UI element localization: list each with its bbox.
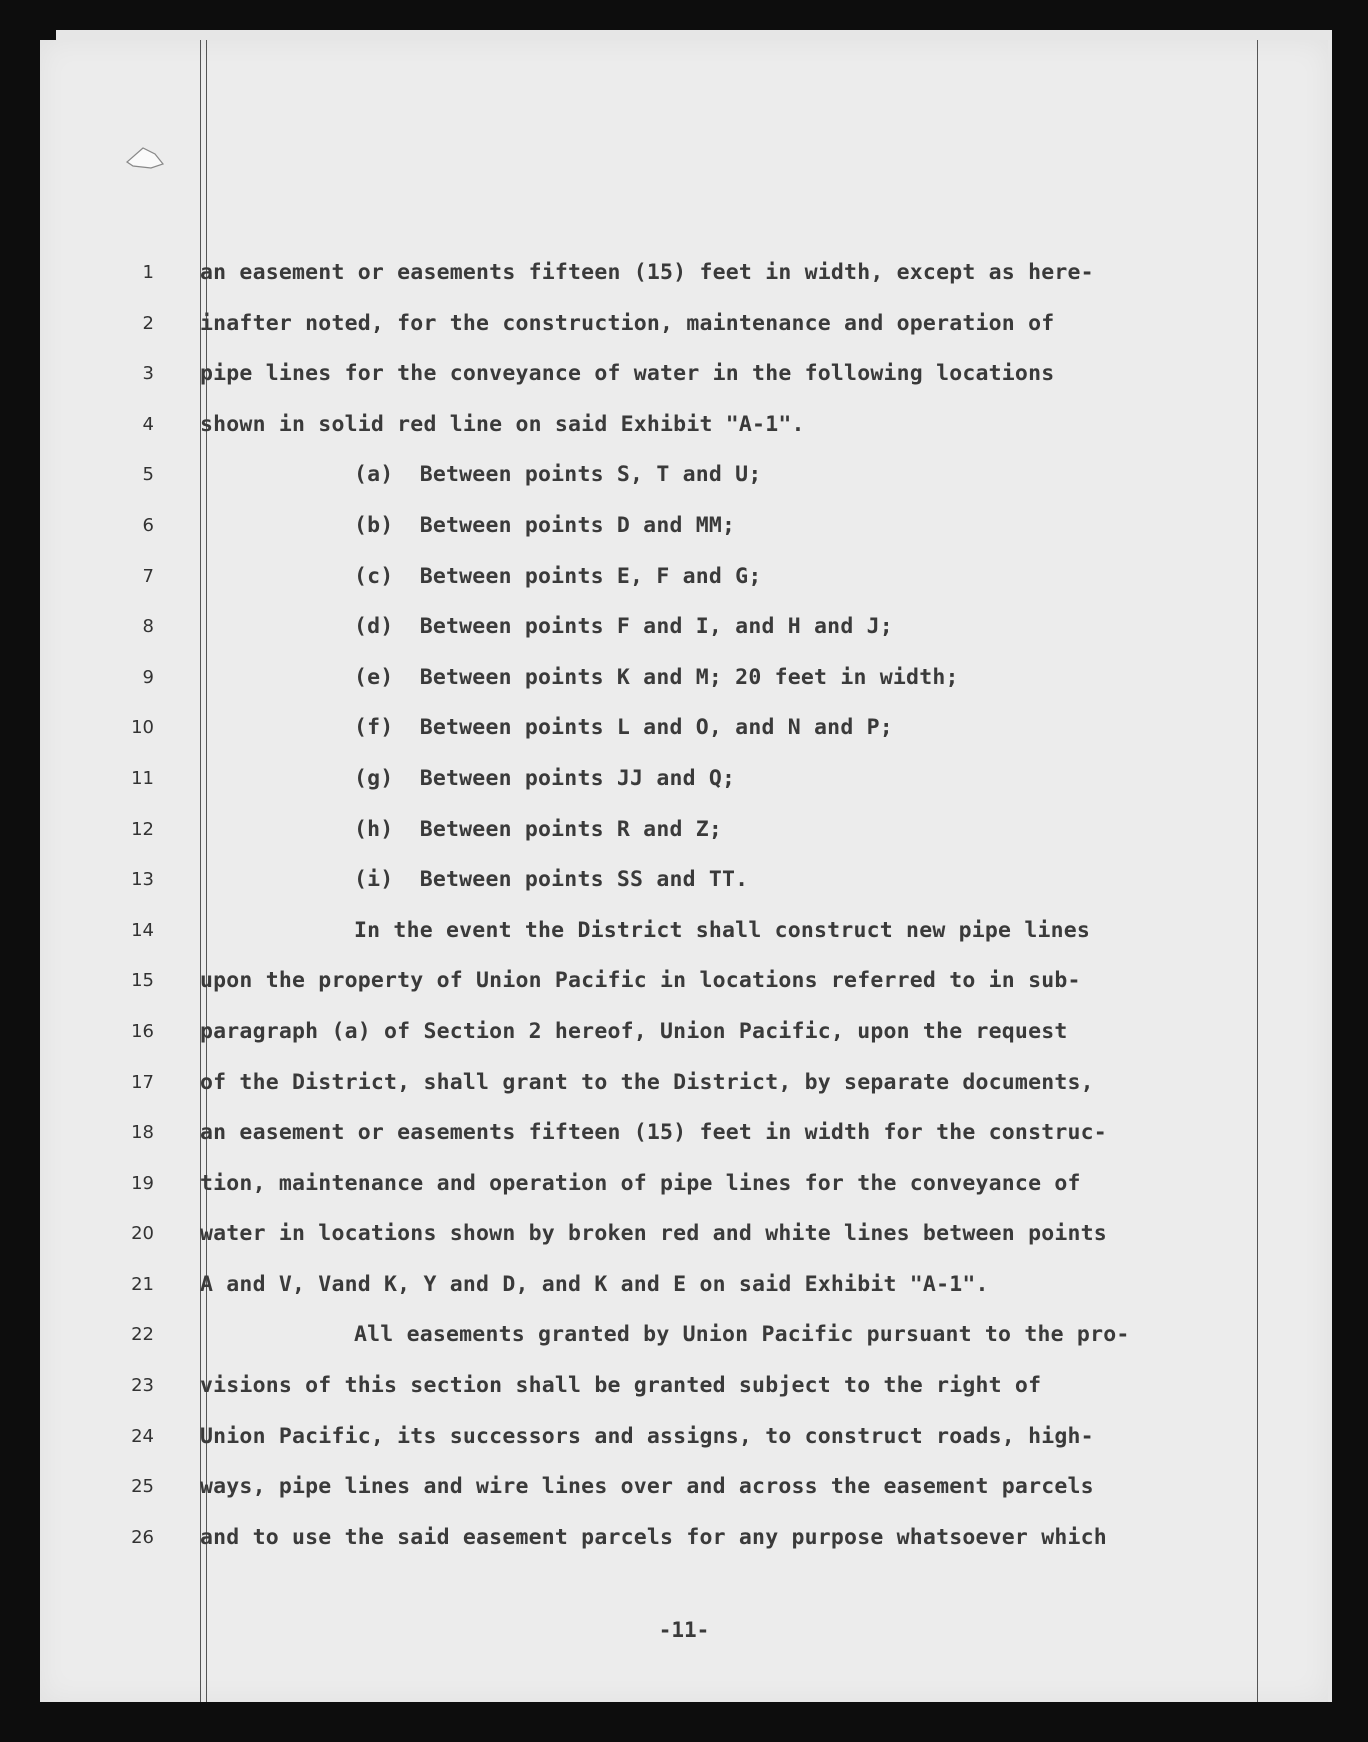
line-number: 4 xyxy=(142,413,154,435)
list-item-e: (e) Between points K and M; 20 feet in width; xyxy=(354,664,959,690)
line-number: 3 xyxy=(142,363,154,385)
text-line: inafter noted, for the construction, maintenance and operation of xyxy=(200,310,1055,336)
text-line: ways, pipe lines and wire lines over and across the easement parcels xyxy=(200,1474,1094,1500)
line-number: 19 xyxy=(131,1172,154,1194)
line-number: 26 xyxy=(131,1526,154,1548)
list-item-h: (h) Between points R and Z; xyxy=(354,816,723,842)
paper-tear-mark xyxy=(125,144,165,170)
line-number: 18 xyxy=(131,1122,154,1144)
line-number: 5 xyxy=(142,464,154,486)
line-number: 12 xyxy=(131,818,154,840)
line-number: 8 xyxy=(142,616,154,638)
line-number: 7 xyxy=(142,565,154,587)
text-line: visions of this section shall be granted subject to the right of xyxy=(200,1373,1042,1399)
text-line: and to use the said easement parcels for any purpose whatsoever which xyxy=(200,1524,1107,1550)
line-number: 10 xyxy=(131,717,154,739)
line-number: 22 xyxy=(131,1324,154,1346)
paragraph-start: All easements granted by Union Pacific pursuant to the pro- xyxy=(354,1322,1130,1348)
line-number: 6 xyxy=(142,514,154,536)
line-number: 17 xyxy=(131,1071,154,1093)
line-number: 21 xyxy=(131,1273,154,1295)
line-number: 9 xyxy=(142,666,154,688)
list-item-g: (g) Between points JJ and Q; xyxy=(354,765,736,791)
text-line: Union Pacific, its successors and assigns, to construct roads, high- xyxy=(200,1423,1094,1449)
line-number-column xyxy=(120,248,154,1563)
line-number: 20 xyxy=(131,1223,154,1245)
list-item-b: (b) Between points D and MM; xyxy=(354,512,736,538)
line-number: 16 xyxy=(131,1020,154,1042)
line-number: 2 xyxy=(142,312,154,334)
page-number: -11- xyxy=(658,1618,710,1642)
list-item-c: (c) Between points E, F and G; xyxy=(354,563,762,589)
paragraph-start: In the event the District shall construct new pipe lines xyxy=(354,917,1091,943)
line-number: 14 xyxy=(131,919,154,941)
list-item-f: (f) Between points L and O, and N and P; xyxy=(354,715,893,741)
line-number: 23 xyxy=(131,1375,154,1397)
text-line: upon the property of Union Pacific in locations referred to in sub- xyxy=(200,968,1081,994)
line-number: 25 xyxy=(131,1476,154,1498)
line-number: 13 xyxy=(131,869,154,891)
text-line: shown in solid red line on said Exhibit "A-1". xyxy=(200,411,805,437)
line-number: 24 xyxy=(131,1425,154,1447)
line-number: 11 xyxy=(131,767,154,789)
text-line: tion, maintenance and operation of pipe lines for the conveyance of xyxy=(200,1170,1081,1196)
text-line: paragraph (a) of Section 2 hereof, Union Pacific, upon the request xyxy=(200,1018,1068,1044)
typed-body-text xyxy=(200,248,1290,1563)
text-line: water in locations shown by broken red and white lines between points xyxy=(200,1221,1107,1247)
list-item-i: (i) Between points SS and TT. xyxy=(354,867,749,893)
text-line: of the District, shall grant to the District, by separate documents, xyxy=(200,1069,1094,1095)
text-line: an easement or easements fifteen (15) feet in width, except as here- xyxy=(200,260,1094,285)
text-line: an easement or easements fifteen (15) feet in width for the construc- xyxy=(200,1120,1107,1146)
line-number: 15 xyxy=(131,970,154,992)
text-line: pipe lines for the conveyance of water in the following locations xyxy=(200,361,1055,387)
line-number: 1 xyxy=(142,262,154,283)
text-line: A and V, Vand K, Y and D, and K and E on said Exhibit "A-1". xyxy=(200,1271,989,1297)
list-item-d: (d) Between points F and I, and H and J; xyxy=(354,614,893,640)
list-item-a: (a) Between points S, T and U; xyxy=(354,462,762,488)
